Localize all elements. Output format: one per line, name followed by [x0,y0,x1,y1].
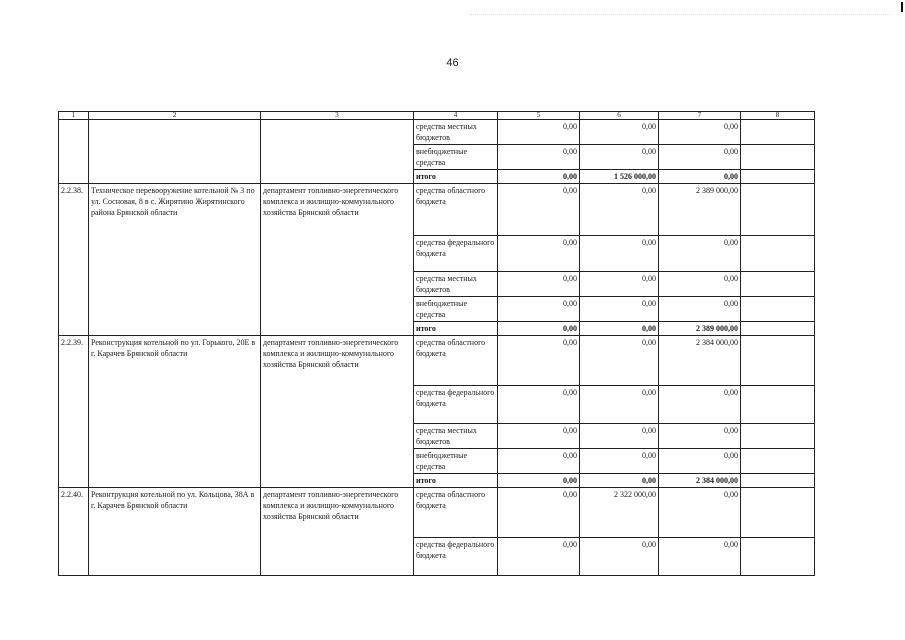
funding-source: средства областного бюджета [414,336,498,386]
amount-cell: 0,00 [580,322,659,336]
amount-cell: 0,00 [580,538,659,576]
column-header: 5 [498,112,580,120]
amount-cell: 2 384 000,00 [659,474,741,488]
page-number: 46 [446,57,459,69]
note-cell [741,170,815,184]
amount-cell: 0,00 [498,145,580,170]
amount-cell: 0,00 [580,424,659,449]
amount-cell: 2 384 000,00 [659,336,741,386]
item-name: Реконтрукция котельной по ул. Кольцова, 38А в г. Карачев Брянской области [89,488,261,576]
item-executor: департамент топливно-энергетического комплекса и жилищно-коммунального хозяйства Брянской области [261,184,414,336]
note-cell [741,449,815,474]
amount-cell: 0,00 [498,170,580,184]
column-header: 3 [261,112,414,120]
amount-cell: 0,00 [659,488,741,538]
amount-cell: 0,00 [659,272,741,297]
funding-source: итого [414,322,498,336]
item-name: Реконструкция котельной по ул. Горького, 20Е в г. Карачев Брянской области [89,336,261,488]
amount-cell: 0,00 [580,184,659,236]
item-executor: департамент топливно-энергетического комплекса и жилищно-коммунального хозяйства Брянской области [261,336,414,488]
item-name [89,120,261,184]
amount-cell: 0,00 [580,474,659,488]
item-name: Техническое перевооружение котельной № 3 по ул. Сосновая, 8 в с. Жирятино Жирятинского района Брянской области [89,184,261,336]
funding-source: средства местных бюджетов [414,272,498,297]
column-header: 8 [741,112,815,120]
funding-source: средства областного бюджета [414,488,498,538]
amount-cell: 0,00 [580,272,659,297]
item-number: 2.2.39. [59,336,89,488]
table-row [59,336,815,386]
amount-cell: 1 526 000,00 [580,170,659,184]
column-header: 2 [89,112,261,120]
amount-cell: 0,00 [580,297,659,322]
amount-cell: 0,00 [580,236,659,272]
note-cell [741,297,815,322]
note-cell [741,336,815,386]
amount-cell: 0,00 [498,336,580,386]
note-cell [741,474,815,488]
scan-mark [901,2,903,12]
funding-source: средства федерального бюджета [414,386,498,424]
amount-cell: 0,00 [498,297,580,322]
funding-source: внебюджетные средства [414,449,498,474]
amount-cell: 0,00 [498,272,580,297]
funding-source: средства областного бюджета [414,184,498,236]
amount-cell: 0,00 [498,236,580,272]
note-cell [741,424,815,449]
funding-source: средства местных бюджетов [414,120,498,145]
column-header: 4 [414,112,498,120]
table-row [59,184,815,236]
amount-cell: 0,00 [498,424,580,449]
amount-cell: 0,00 [580,386,659,424]
note-cell [741,538,815,576]
note-cell [741,386,815,424]
amount-cell: 0,00 [580,449,659,474]
funding-source: внебюджетные средства [414,297,498,322]
note-cell [741,272,815,297]
note-cell [741,236,815,272]
amount-cell: 0,00 [498,474,580,488]
table-row [59,120,815,145]
amount-cell: 0,00 [659,538,741,576]
amount-cell: 0,00 [659,120,741,145]
amount-cell: 2 389 000,00 [659,184,741,236]
item-executor [261,120,414,184]
column-header: 6 [580,112,659,120]
amount-cell: 0,00 [659,297,741,322]
amount-cell: 0,00 [498,449,580,474]
funding-source: средства федерального бюджета [414,236,498,272]
header-row [59,112,815,120]
funding-source: средства местных бюджетов [414,424,498,449]
amount-cell: 0,00 [580,120,659,145]
note-cell [741,145,815,170]
funding-source: средства федерального бюджета [414,538,498,576]
amount-cell: 0,00 [498,120,580,145]
funding-source: итого [414,170,498,184]
item-number: 2.2.40. [59,488,89,576]
amount-cell: 0,00 [659,145,741,170]
amount-cell: 0,00 [498,184,580,236]
item-executor: департамент топливно-энергетического комплекса и жилищно-коммунального хозяйства Брянской области [261,488,414,576]
amount-cell: 0,00 [498,322,580,336]
note-cell [741,488,815,538]
scan-artifact [470,14,890,23]
amount-cell: 0,00 [659,170,741,184]
note-cell [741,120,815,145]
amount-cell: 2 322 000,00 [580,488,659,538]
budget-table [58,111,815,576]
item-number: 2.2.38. [59,184,89,336]
table-body [59,112,815,576]
amount-cell: 0,00 [659,449,741,474]
note-cell [741,184,815,236]
column-header: 7 [659,112,741,120]
funding-source: итого [414,474,498,488]
amount-cell: 0,00 [659,386,741,424]
amount-cell: 0,00 [659,424,741,449]
table-row [59,488,815,538]
item-number [59,120,89,184]
amount-cell: 0,00 [580,336,659,386]
note-cell [741,322,815,336]
funding-source: внебюджетные средства [414,145,498,170]
amount-cell: 0,00 [498,538,580,576]
amount-cell: 2 389 000,00 [659,322,741,336]
amount-cell: 0,00 [580,145,659,170]
amount-cell: 0,00 [659,236,741,272]
amount-cell: 0,00 [498,386,580,424]
amount-cell: 0,00 [498,488,580,538]
column-header: 1 [59,112,89,120]
